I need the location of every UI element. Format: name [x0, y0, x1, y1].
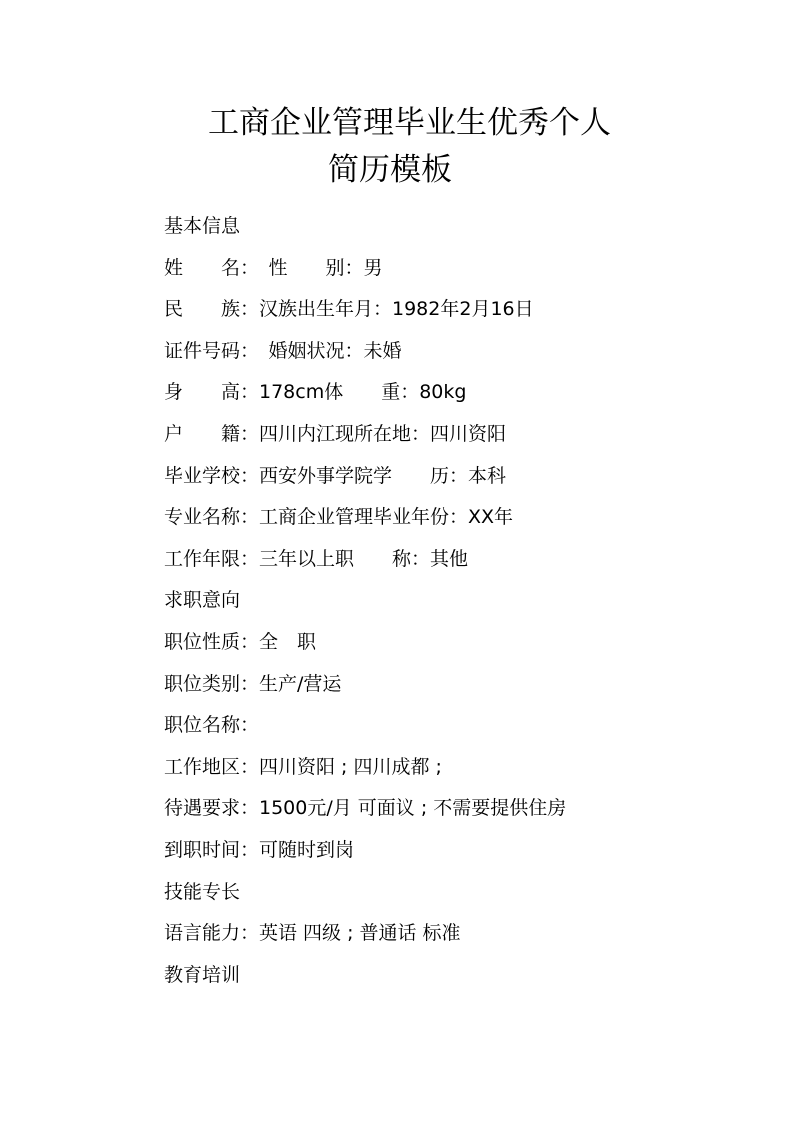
line-major-graduation-year: 专业名称：工商企业管理毕业年份：XX年: [164, 506, 514, 529]
section-heading-education: 教育培训: [164, 963, 241, 986]
line-language-ability: 语言能力：英语 四级 ; 普通话 标准: [164, 922, 461, 945]
line-job-name: 职位名称：: [164, 714, 260, 737]
line-work-region: 工作地区：四川资阳 ; 四川成都 ;: [164, 755, 442, 778]
line-salary-requirement: 待遇要求：1500元/月 可面议 ; 不需要提供住房: [164, 797, 567, 820]
section-heading-basic-info: 基本信息: [164, 215, 241, 237]
line-ethnicity-birthdate: 民 族：汉族出生年月：1982年2月16日: [164, 298, 534, 321]
line-school-degree: 毕业学校：西安外事学院学 历：本科: [164, 464, 507, 487]
line-job-type: 职位性质：全 职: [164, 630, 317, 653]
line-height-weight: 身 高：178cm体 重：80kg: [164, 381, 467, 404]
line-id-marital-status: 证件号码： 婚姻状况：未婚: [164, 339, 402, 362]
line-start-time: 到职时间：可随时到岗: [164, 838, 355, 861]
section-heading-job-intention: 求职意向: [164, 589, 241, 612]
title-line-2: 简历模板: [328, 152, 452, 188]
line-hometown-location: 户 籍：四川内江现所在地：四川资阳: [164, 422, 507, 445]
line-work-years-title: 工作年限：三年以上职 称：其他: [164, 547, 469, 570]
title-line-1: 工商企业管理毕业生优秀个人: [208, 105, 611, 141]
line-name-gender: 姓 名： 性 别：男: [164, 256, 383, 279]
resume-content: [164, 206, 724, 996]
document-title: [0, 100, 794, 194]
line-job-category: 职位类别：生产/营运: [164, 672, 342, 695]
section-heading-skills: 技能专长: [164, 880, 241, 903]
